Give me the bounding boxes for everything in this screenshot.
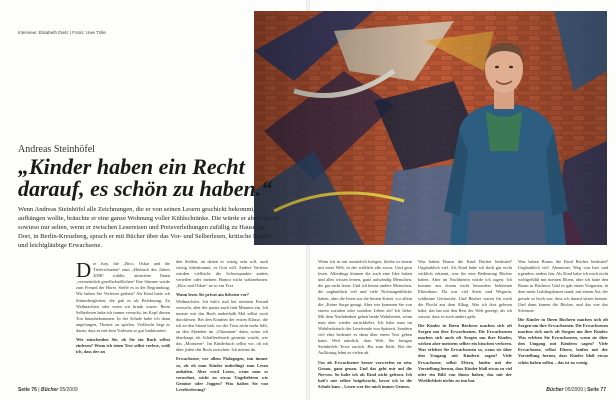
magazine-name-right: Bücher <box>546 387 564 393</box>
column-1-text: ie Jury, die „Rico, Oskar und die Tieferschatten“ zum „Hörbuch des Jahres 2008“ wählte, attestierte Ihnen „vermeintlich gesellschaftlichen“ Ihre Stimme werde zum Freund der Hörer. Steffe es in der Begründung. Wir haben Sie Verlesen gelernt? Als Kind hatte ich Stimmbergleiten, die gab es als Belohnung. Zu Weihnachten oder wenn wir krank waren. Beim Selberlesen habe ich immer versucht, im Kopf diesen Ton hinzubekommen. In der Schule habe ich dann angefangen, Theater zu spielen. Vielleicht liegt es daran, dass es mit dem Vorlesen so gut funktioniert. <box>76 261 170 334</box>
column-3-text: Wenn ich in mir zusätzlich kriegen, bleibe in einem mit einer Welt, in der wirklich alle etwas. Und gern lesen. Allerdings können die auch eine Idee haben und alles wissen lernen, ganz aufwändig Menschen, die gar nicht lesen. Und ich kenne andere Menschen, die unglaublich viel und viele Nichtaugenblicke haben, aber die lesen nur die besten Krimi, vor allem die „Keine Sorge gesagt. Aber wie kommen Sie von einem sozialen oder sozialen Leben ab? Ich liebe. Mit dem Nachdenken gehen beide Wahrheiten, wenn man aber wieder zurückkehrt. Ich habe man im Wahrheitstrach der Lesefreude von Spätzeit. Sondern viel eher bedeutet es dann über einen Text gehen kann. Weil nämlich, dass Welt. Sie bringen Steinhöfels Texte zurück. Bis zum Ende. Bei der Auflösung lehnt es vielen ab. <box>318 259 412 356</box>
text-column-5 <box>518 259 608 366</box>
text-column-4 <box>418 259 512 384</box>
column-4-text: Was haben Bonus die Kind Bücher bedeutet? Unglaublich viel. Als Kind habe ich doch gar nicht wirklich erkannt, was für eine Bedeutung Bücher haben. Aber im Nachhinein würde ich sagen: Ich komme aus einem nicht besonders behüteten Elternhaus. Da war viel Streit und Wegsein, schlimme Geräusche. Und Bücher waren für mich die Flucht aus dem Alltag. Was ich dort gelesen habe, das hat mir den Rest der Welt gezeigt, als ich wusste, dass es auch anders geht. <box>418 259 512 319</box>
page-number-left: Seite 76 <box>18 387 37 393</box>
column-1-question: Wie entscheiden Sie, ob Sie ein Buch selbst einlesen? Wenn ich einen Text selbst vorlese, weiß ich, dass der an <box>76 337 170 355</box>
page-number-right: Seite 77 <box>587 387 606 393</box>
issue-right: 05/2009 <box>564 387 583 393</box>
column-2-question: Wann lesen Sie privat am liebsten vor? <box>176 292 249 298</box>
drop-cap: D <box>76 258 92 282</box>
article-kicker: Andreas Steinhöfel <box>18 144 95 155</box>
article-lead: Wenn Andreas Steinhöfel alle Zeichnungen, die er von seinen Lesern geschickt bekommt, aufhängen wollte, bräuchte er eine ganze Wohnung voller Kühlschränke. Die würde er aber zurzeit sowieso nur selten, wenn er zwischen Lesereisen und Preisverleihungen zufällig zu Hause ist. Dort, in Berlin-Kreuzberg, sprach er mit Bücher über das Vor- und Selberlesen, kritische Kinder und leichtgläubige Erwachsene. <box>18 206 279 250</box>
column-5-question: Die Kinder in Ihren Büchern machen sich oft Sorgen um ihre Erwachsenen. Die Erwachsenen machen sich auch oft Sorgen um ihre Kinder. Was erleben Sie Erwachsenen, wenn sie über den Umgang mit Kindern sagen? Viele Erwachsene, selbst Eltern, laufen mit der Vorstellung herum, dass Kinder bloß etwas schön haben sollen – das ist zu wenig. <box>518 316 608 365</box>
column-3-question: Um als Erwachsener besser vorwerfen zu sein. Genau, ganz genau. Und das geht mir auf die Nerven. So halte ich als Kind nicht gelesen. Ich hab’s mir selber beigebracht, bevor ich in die Schule kam – Lesen war für mich immer Genuss. <box>318 359 412 389</box>
text-column-1 <box>76 258 170 355</box>
column-2-text: den Stellen, an denen er witzig sein soll, auch witzig rüberkommt, es Gott will. Andere Vorleser würden vielleicht die Schwerpunkte anders verteilen oder meinen Humor nicht wahrnehmen. „Rico und Oskar“ ist so ein Text. <box>176 259 268 289</box>
graffiti-wall-portrait <box>254 11 607 245</box>
column-2-answer: Weihnachten. Ich hab’s mal bei meinem Freund versucht, aber der passte nach fünf Minuten ein. Ich musste mir das Buch anderthalb Mal selbst noch durchlesen. Bei den Kindern der ersten Klasse, die ich an den Sitzen hab, wo der Trost nicht mehr hilft, an den Abenden im „Ottomann“ dann, wenn ich überhaupt als Schulleseburch gemeint wurde, wie das „Monstern“. Im Kinderbuch selbst vor, ob ich über jeden das Buch zwischen. Ich meinst du. <box>176 298 268 353</box>
column-4-question: Die Kinder in Ihren Büchern machen sich oft Sorgen um ihre Erwachsenen. Die Erwachsenen machen sich auch oft Sorgen um ihre Kinder, wirken aber meistens selber ein bisschen verloren. Was erleben Sie Erwachsenen so, wenn sie über den Umgang mit Kindern sagen? Viele Erwachsene, selbst Eltern, laufen mit der Vorstellung herum, dass Kinder bloß etwas zu viel oder ein Bild von ihnen haben, das mit der Wirklichkeit nichts zu tun hat. <box>418 322 512 383</box>
portrait-photo <box>254 11 607 245</box>
column-2-question-2: Erwachsene, vor allem Pädagogen, tun immer so, als ob man Kinder unbedingt zum Lesen anhalten. Aber wird Lesen, wenn man es verordnet, nicht zu etwas Ungeliebtem wie Gemüse oder Joggen? Was halten Sie von Leseförderung? <box>176 356 268 392</box>
magazine-name-left: Bücher <box>41 387 59 393</box>
issue-left: 05/2009 <box>59 387 78 393</box>
text-column-2 <box>176 259 268 393</box>
footer-right: Bücher 05/2009 | Seite 77 <box>546 387 606 393</box>
article-headline: „Kinder haben ein Recht darauf, es schön zu haben.“ <box>18 154 273 201</box>
column-5-text: Was haben Bonus die Kind Bücher bedeutet? Unglaublich viel. Abenteuer. Weg von hier und irgendwo anders hin. Als Kind habe ich mich nicht wohlgefühlt mit meinen Eltern, aber ich hatte den Raum in Büchern. Und es gab einen Vorgarten, in dem mein Lieblingsbaum stand, mit einem Ast, der gerade so hoch war, dass ich darauf sitzen konnte. Und dann kamen die Bücher, und das war das Schönste. <box>518 259 608 313</box>
footer-left: Seite 76 | Bücher 05/2009 <box>18 387 78 393</box>
photo-credit: Interview: Elisabeth Dietz | Fotos: Uwe Tölle <box>18 30 106 35</box>
text-column-3 <box>318 259 412 390</box>
